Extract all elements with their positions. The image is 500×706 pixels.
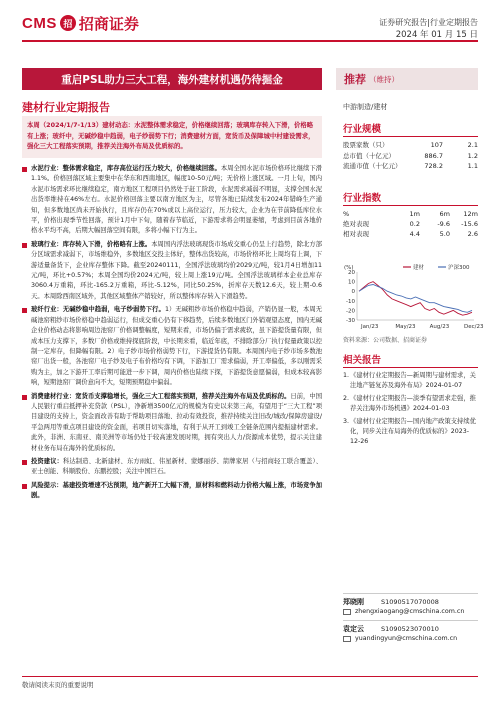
report-date: 2024 年 01 月 15 日 — [395, 30, 478, 40]
related-report-link[interactable]: 《建材行业定期报告—国内地产政策支持续优化，同步关注布局海外的优质标的》2023-12-26 — [350, 418, 476, 445]
list-number: 3. — [343, 418, 350, 425]
index-cell: -15.6 — [461, 220, 478, 228]
report-category-title: 建材行业定期报告 — [22, 101, 110, 114]
section-title: 行业指数 — [343, 193, 382, 204]
analyst-block — [343, 590, 478, 644]
scale-value: 728.2 — [424, 162, 443, 170]
scale-key: 股票家数（只） — [343, 141, 389, 149]
rating-box — [336, 68, 478, 90]
index-header-cell: 12m — [463, 210, 478, 218]
paragraph-text: 1）无碱粗纱市场价格稳中趋弱，产销仍显一般，本周无碱池窑粗纱市场价格稳中趋弱运行，但成交重心仍有下移趋势，后续多数地区门外销观望态度，国内无碱企业价格动态将影响周边池窑厂价格调整幅度，短期来看，市场仍偏于需求疲软，虽下游提货量有限，但成本压力支撑下，多数厂价格或维持探底阶段，中长期来看，临近年底，不排除部分厂执行促量政策以控制一定库存，但降幅有限。2）电子纱市场价格弱势下行，下游提货仍有限。本周国内电子纱市场多数池窑厂出货一般，各池窑厂电子纱及电子布价格均有下调，下游加工厂需求偏弱，开工率偏低，多以刚需采购为主，加之下游开工率后期可能进一步下调，周内价格也陆续下探，下游提货意愿偏弱，但成本较高影响，短期池窑厂调价意向不大，短期预期稳中偏弱。 — [31, 306, 323, 387]
analyst-name: 袁定云 — [343, 625, 364, 633]
legend-label-1: 沪深300 — [448, 265, 470, 271]
paragraph-text: 本周国内浮法玻璃现货市场成交重心仍呈上行趋势，除北方部分区域需求减弱下，市场维稳外，多数地区交投主体好，整体出货较高，市场价格环比上周均有上调，下游适量备货下，企业库存整体下降。截至20240111，全国浮法玻璃均价2029元/吨，较1月4日增加11元/吨，环比+0.57%；本周全国均价2024元/吨，较上周上涨19元/吨。全国浮法玻璃样本企业总库存3060.4万重箱，环比-165.2万重箱，环比-5.12%，同比50.25%，折库存天数12.6天，较上期-0.6天。本周除西南区域外，其他区域整体产销较好，所以整体库存转入下滑趋势。 — [31, 240, 323, 300]
index-row — [343, 219, 478, 229]
index-cell: 2.6 — [467, 230, 478, 238]
chart-source: 资料来源：公司数据、招商证券 — [343, 337, 428, 344]
x-tick-label-1: May/23 — [395, 324, 416, 330]
section-title: 行业规模 — [343, 124, 382, 135]
analyst-id: S1090517070008 — [381, 598, 439, 606]
y-tick-label-1: 10 — [348, 279, 355, 286]
series-line-1 — [359, 285, 472, 313]
rating-value: （维持） — [369, 74, 399, 84]
rating-label: 推荐 — [344, 73, 366, 86]
analyst-name: 郑晓刚 — [343, 598, 364, 606]
y-tick-label-2: 0 — [351, 289, 355, 296]
scale-share: 2.1 — [467, 141, 478, 149]
bullet-icon — [22, 395, 27, 400]
bullet-icon — [22, 484, 27, 489]
paragraph-consumer-materials — [22, 392, 322, 454]
paragraph-glass — [22, 240, 322, 302]
scale-share: 1.2 — [467, 151, 478, 160]
logo-cms-text: CMS — [22, 14, 57, 32]
report-headline: 重启PSL助力三大工程，海外建材机遇仍待掘金 — [22, 68, 322, 90]
scale-key: 流通市值（十亿元） — [343, 162, 402, 170]
scale-value: 886.7 — [424, 151, 443, 160]
analyst-email[interactable]: zhengxiaogang@cmschina.com.cn — [355, 608, 465, 615]
related-list — [343, 371, 478, 447]
index-header-cell: 6m — [439, 210, 450, 218]
index-cell: 5.0 — [439, 230, 450, 238]
scale-key: 总市值（十亿元） — [343, 151, 395, 160]
paragraph-heading: 水泥行业：整体需求稳定，库存高位运行压力较大，价格继续回落。 — [31, 165, 221, 172]
index-cell: 相对表现 — [343, 230, 369, 238]
report-type: 证券研究报告|行业定期报告 — [379, 18, 478, 27]
mail-icon — [343, 609, 351, 615]
analyst-id: S1090523070010 — [381, 625, 439, 633]
footer-divider — [22, 676, 478, 677]
y-tick-label-5: -30 — [346, 318, 355, 324]
index-header-row — [343, 209, 478, 219]
x-tick-label-0: Jan/23 — [361, 324, 379, 330]
scale-value: 107 — [430, 141, 443, 149]
paragraph-heading: 玻璃行业：库存转入下滑，价格略有上涨。 — [31, 240, 152, 248]
analyst-row — [343, 597, 478, 607]
paragraph-heading: 投资建议： — [31, 457, 63, 465]
section-divider — [343, 205, 478, 206]
y-tick-label-3: -10 — [346, 298, 355, 305]
analyst-divider — [343, 620, 478, 621]
series-line-0 — [359, 282, 472, 316]
paragraph-text: 本周全国水泥市场价格环比继续下滑1.1%。价格回落区域主要集中在华东和西南地区，幅度10-50元/吨；无价格上涨区域。一月上旬，国内水泥市场需求环比继续稳定，南方地区工程项目仍然处于赶工阶段，水泥需求减弱不明显，支撑全国水泥出货率维持在46%左右。水泥价格回落主要以南方地区为主，尽管各地已陆续发布2024年错峰生产通知，但多数地区尚未开始执行，且库存仍在70%或以上高位运行，压力较大，企业为在节前降低库位水平，价格出现季节性回落，预计1月中下旬，随着春节临近，下游需求将会明显萎缩，考虑到目前各地价格水平均不高，后期大幅回落空间有限，多将小幅下行为主。 — [31, 165, 323, 235]
logo-badge-icon: 招 — [60, 15, 76, 31]
header-meta — [379, 16, 478, 42]
x-tick-label-3: Dec/23 — [464, 324, 484, 330]
index-row — [343, 229, 478, 239]
paragraph-heading: 玻纤行业：无碱纱稳中趋弱，电子纱弱势下行。 — [31, 306, 165, 314]
related-report-link[interactable]: 《建材行业定期报告—新周期与建材需求，关注地产链复苏及海外布局》2024-01-07 — [350, 372, 476, 389]
scale-row — [343, 151, 478, 162]
scale-share: 1.1 — [467, 162, 478, 170]
list-number: 2. — [343, 395, 350, 402]
list-number: 1. — [343, 372, 350, 379]
mail-icon — [343, 636, 351, 642]
index-performance-chart — [343, 262, 484, 332]
section-divider — [343, 136, 478, 137]
summary-box — [22, 116, 322, 158]
bullet-icon — [22, 460, 27, 465]
bullet-icon — [22, 308, 27, 313]
chart-svg — [343, 262, 484, 332]
section-divider — [343, 367, 478, 368]
bullet-icon — [22, 243, 27, 248]
index-cell: -9.6 — [437, 220, 450, 228]
index-cell: 绝对表现 — [343, 220, 369, 228]
paragraph-text: 科达制造、北新建材、东方雨虹、伟星新材、蒙娜丽莎、箭牌家居（与招商轻工联合覆盖）、亚士创能、科顺股份、东鹏控股；关注中国巨石。 — [31, 457, 322, 476]
analyst-row — [343, 624, 478, 634]
index-header-cell: % — [343, 210, 350, 218]
bullet-icon — [22, 167, 27, 172]
related-report-item[interactable] — [343, 417, 478, 447]
related-reports-section — [343, 352, 478, 450]
body-column — [22, 164, 322, 505]
analyst-divider — [343, 593, 478, 594]
analyst-email-row[interactable] — [343, 634, 478, 644]
index-cell: 4.4 — [409, 230, 420, 238]
analyst-email-row[interactable] — [343, 607, 478, 617]
related-report-link[interactable]: 《建材行业定期报告—淡季有望需求走强，推荐关注海外市场机遇》2024-01-03 — [350, 395, 476, 412]
header-divider — [22, 40, 478, 42]
legend-label-0: 建材 — [413, 265, 425, 271]
paragraph-text: 日前，中国人民银行重启抵押补充贷款（PSL），净新增3500亿元的规模为有史以来第三高，有望用于“三大工程”项目建设的支持上，资金面改善有助于帮助项目落地、拉动有效投资，推荐持续关注旧改/城改/保障房建设/平急两用等重点项目建设的资金面，若项目切实落地，有利于从开工到竣工全链条范围内提振建材需求。此外，非洲、东南亚、南美洲等市场仍处于较高速发展时期，拥有突出人力/资源成本优势，提示关注建材业务布局在海外的优质标的。 — [31, 392, 323, 452]
y-tick-label-4: -20 — [346, 308, 355, 315]
paragraph-investment — [22, 457, 322, 478]
paragraph-heading: 消费建材行业：宽货币支撑稳增长，强化三大工程落实预期，推荐关注海外布局及优质标的。 — [31, 392, 291, 400]
logo-cn-text: 招商证券 — [78, 14, 139, 33]
related-report-item[interactable] — [343, 371, 478, 391]
industry-index-section — [343, 190, 478, 239]
index-cell: 0.2 — [409, 220, 420, 228]
paragraph-risk — [22, 481, 322, 502]
scale-row — [343, 140, 478, 151]
footer-note: 敬请阅读末页的重要说明 — [22, 681, 94, 689]
y-axis-label: (%) — [344, 265, 354, 271]
paragraph-fiberglass — [22, 305, 322, 388]
industry-scale-section — [343, 121, 478, 172]
summary-text: 本周（2024/1/7-1/13）建材动态：水泥整体需求稳定，价格继续回落；玻璃库存转入下滑，价格略有上涨；玻纤中，无碱纱稳中趋弱，电子纱弱势下行；消费建材方面，宽货币及保障城中村建设需求，强化三大工程落实预期，推荐关注海外布局及优质标的。 — [27, 121, 315, 150]
x-tick-label-2: Aug/23 — [429, 324, 450, 330]
y-tick-label-0: 20 — [348, 270, 355, 276]
paragraph-cement — [22, 164, 322, 237]
paragraph-heading: 风险提示：基建投资增速不达预期，地产新开工大幅下滑，原材料和燃料动力价格大幅上涨，市场竞争加剧。 — [31, 481, 322, 500]
index-header-cell: 1m — [409, 210, 420, 218]
related-report-item[interactable] — [343, 394, 478, 414]
analyst-email[interactable]: yuandingyun@cmschina.com.cn — [355, 635, 458, 642]
industry-label: 中游制造/建材 — [343, 103, 388, 111]
section-title: 相关报告 — [343, 355, 382, 366]
company-logo — [22, 12, 139, 34]
scale-row — [343, 161, 478, 172]
